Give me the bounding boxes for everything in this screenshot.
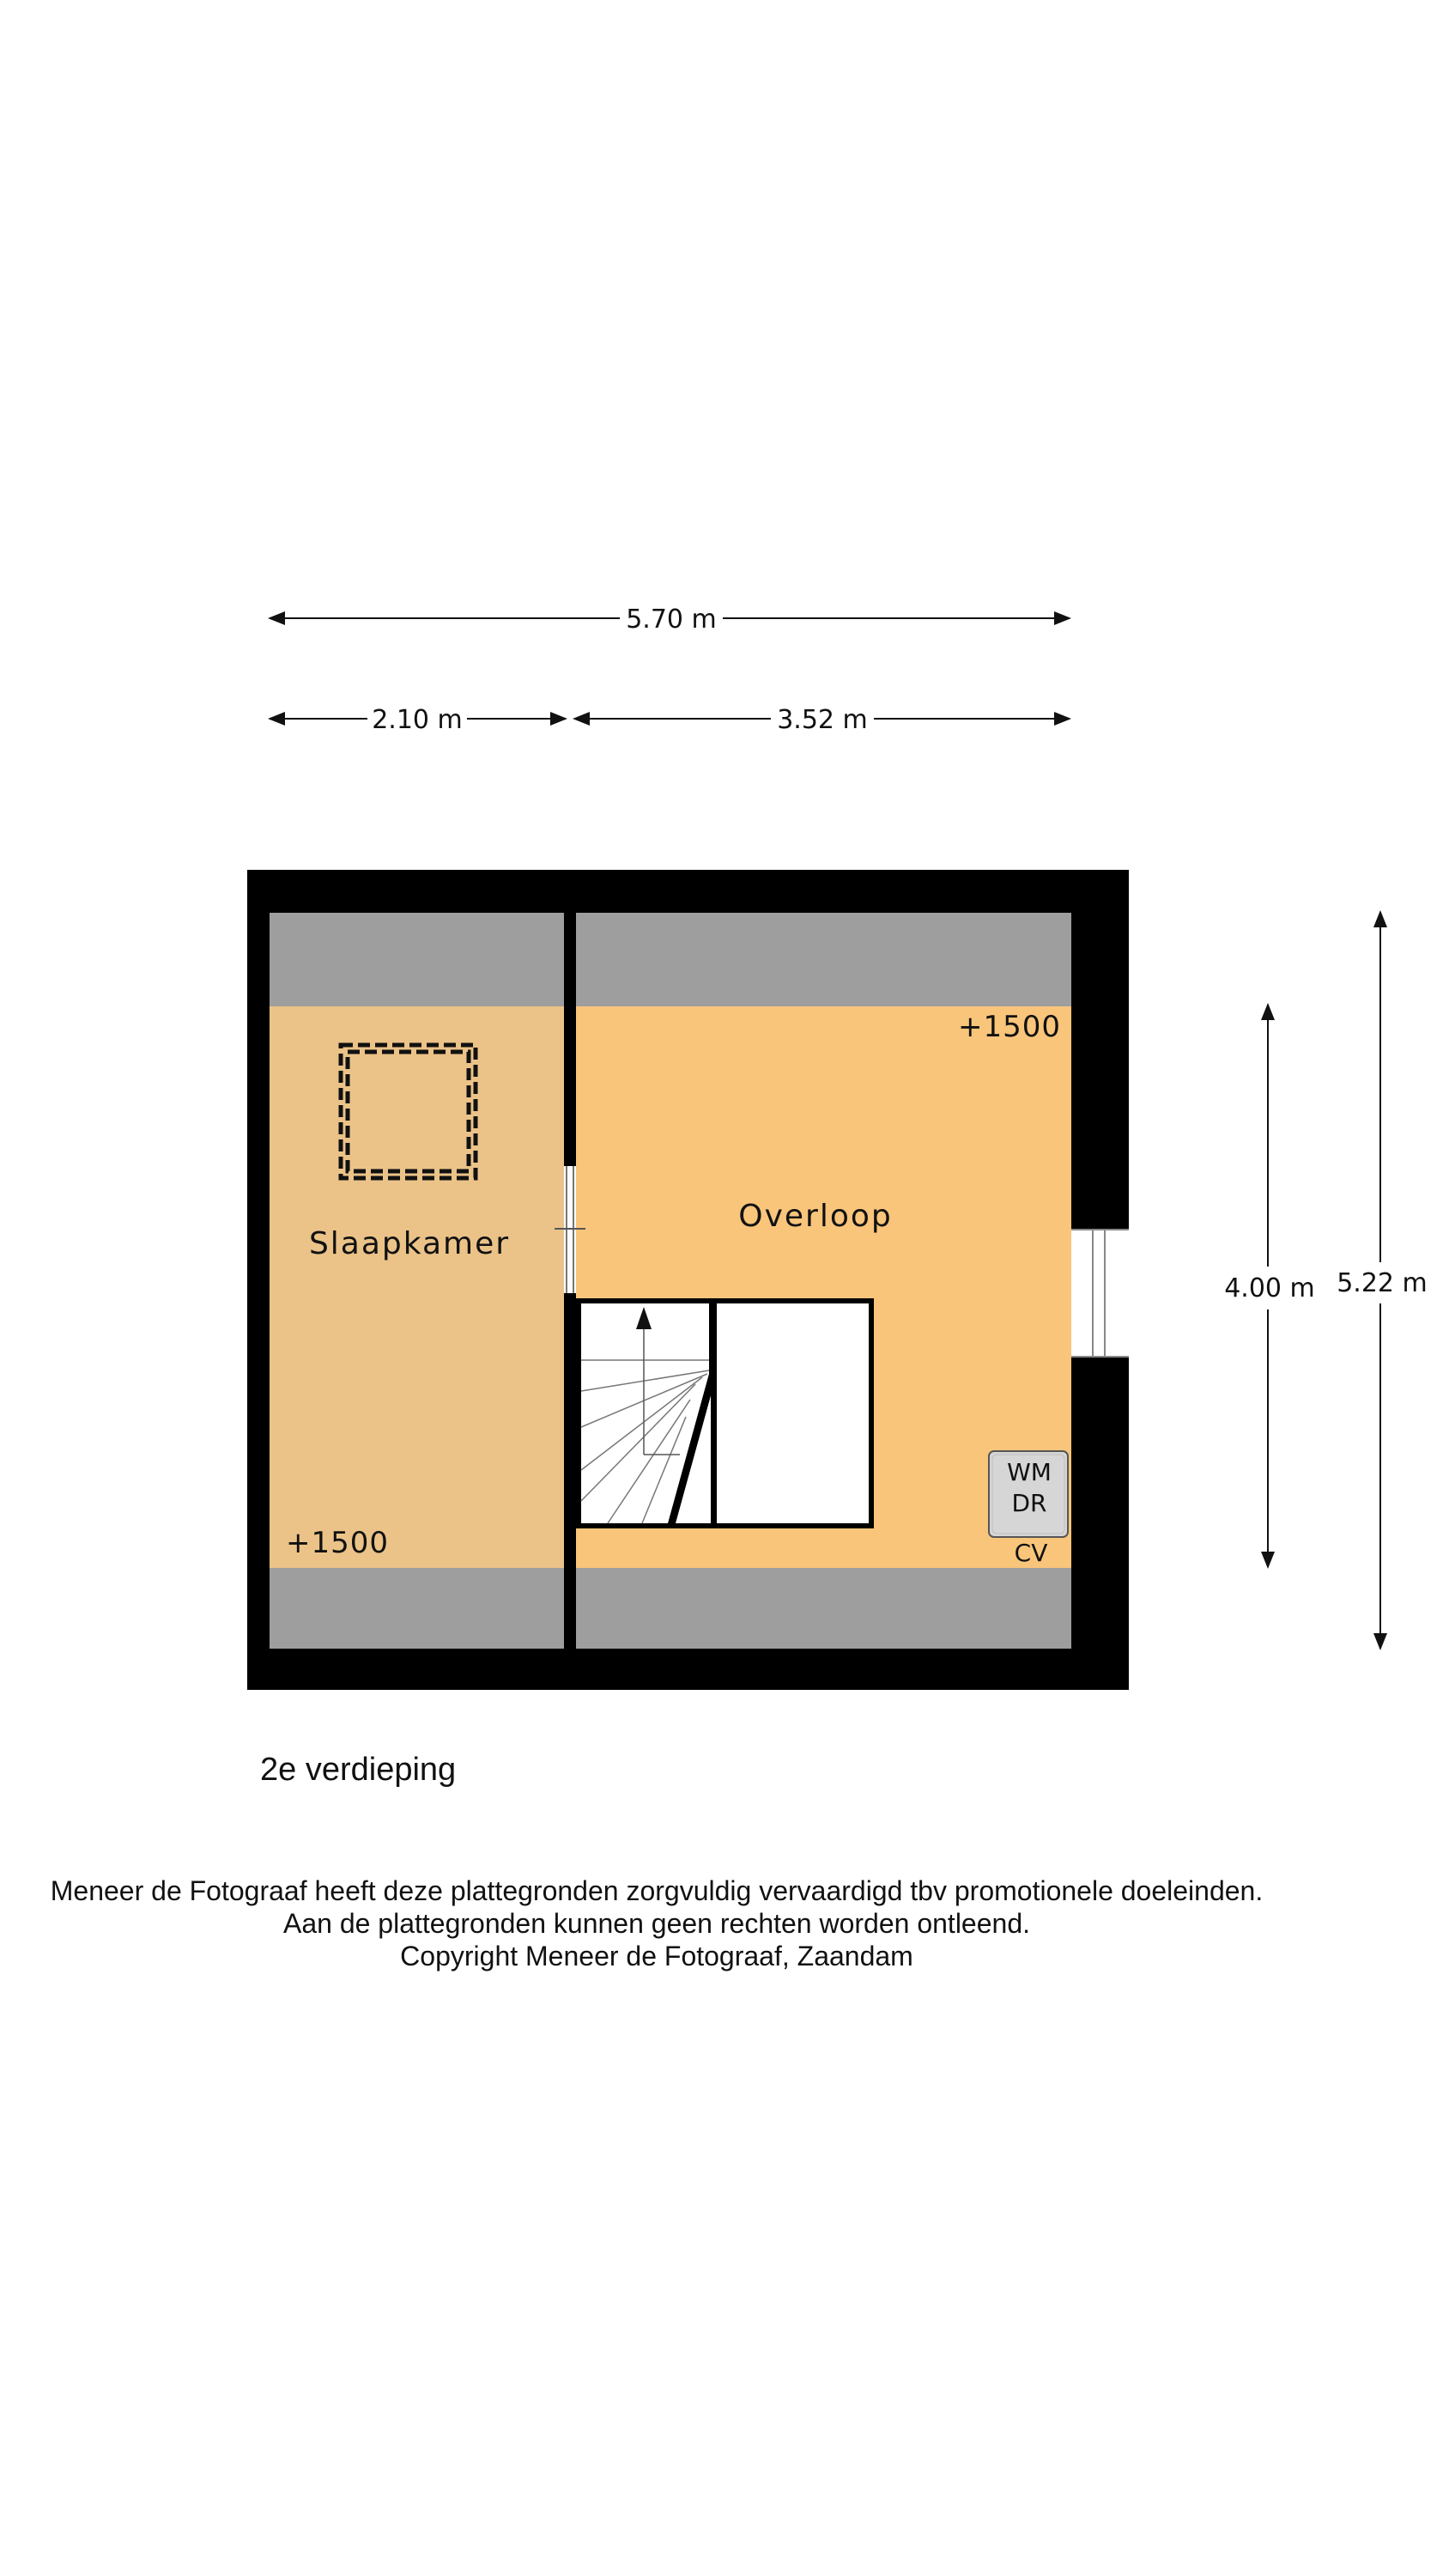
dimension-left-width xyxy=(270,705,566,735)
boiler-label: CV xyxy=(1014,1539,1048,1567)
dimension-right-width-label: 3.52 m xyxy=(777,705,868,735)
disclaimer xyxy=(0,1874,1313,1972)
room-label-landing: Overloop xyxy=(738,1199,893,1234)
dimension-left-width-label: 2.10 m xyxy=(372,705,463,735)
level-marker-bedroom: +1500 xyxy=(286,1526,390,1560)
dimension-inner-height xyxy=(1224,1005,1315,1567)
dimension-overall-height xyxy=(1337,912,1428,1649)
dimension-inner-height-label: 4.00 m xyxy=(1224,1273,1315,1303)
bedroom-low-ceiling-top xyxy=(270,913,564,1006)
bedroom-floor xyxy=(270,1006,564,1568)
room-label-bedroom: Slaapkamer xyxy=(308,1226,511,1261)
landing-low-ceiling-bottom xyxy=(576,1568,1071,1649)
floor-title: 2e verdieping xyxy=(260,1752,457,1788)
dryer-label: DR xyxy=(1011,1489,1047,1517)
window-right-wall xyxy=(1071,1230,1129,1357)
dimension-overall-height-label: 5.22 m xyxy=(1337,1268,1428,1298)
washer-label: WM xyxy=(1007,1458,1052,1486)
dimension-overall-width xyxy=(270,605,1070,635)
disclaimer-line-2: Aan de plattegronden kunnen geen rechten worden ontleend. xyxy=(282,1908,1030,1939)
disclaimer-line-3: Copyright Meneer de Fotograaf, Zaandam xyxy=(400,1941,913,1971)
dimension-right-width xyxy=(574,705,1070,735)
disclaimer-line-1: Meneer de Fotograaf heeft deze plattegronden zorgvuldig vervaardigd tbv promotionele doeleinden. xyxy=(50,1875,1264,1906)
landing-low-ceiling-top xyxy=(576,913,1071,1006)
dimension-overall-width-label: 5.70 m xyxy=(626,605,717,635)
bedroom-low-ceiling-bottom xyxy=(270,1568,564,1649)
level-marker-landing: +1500 xyxy=(957,1010,1061,1044)
stair-opening xyxy=(576,1298,874,1528)
